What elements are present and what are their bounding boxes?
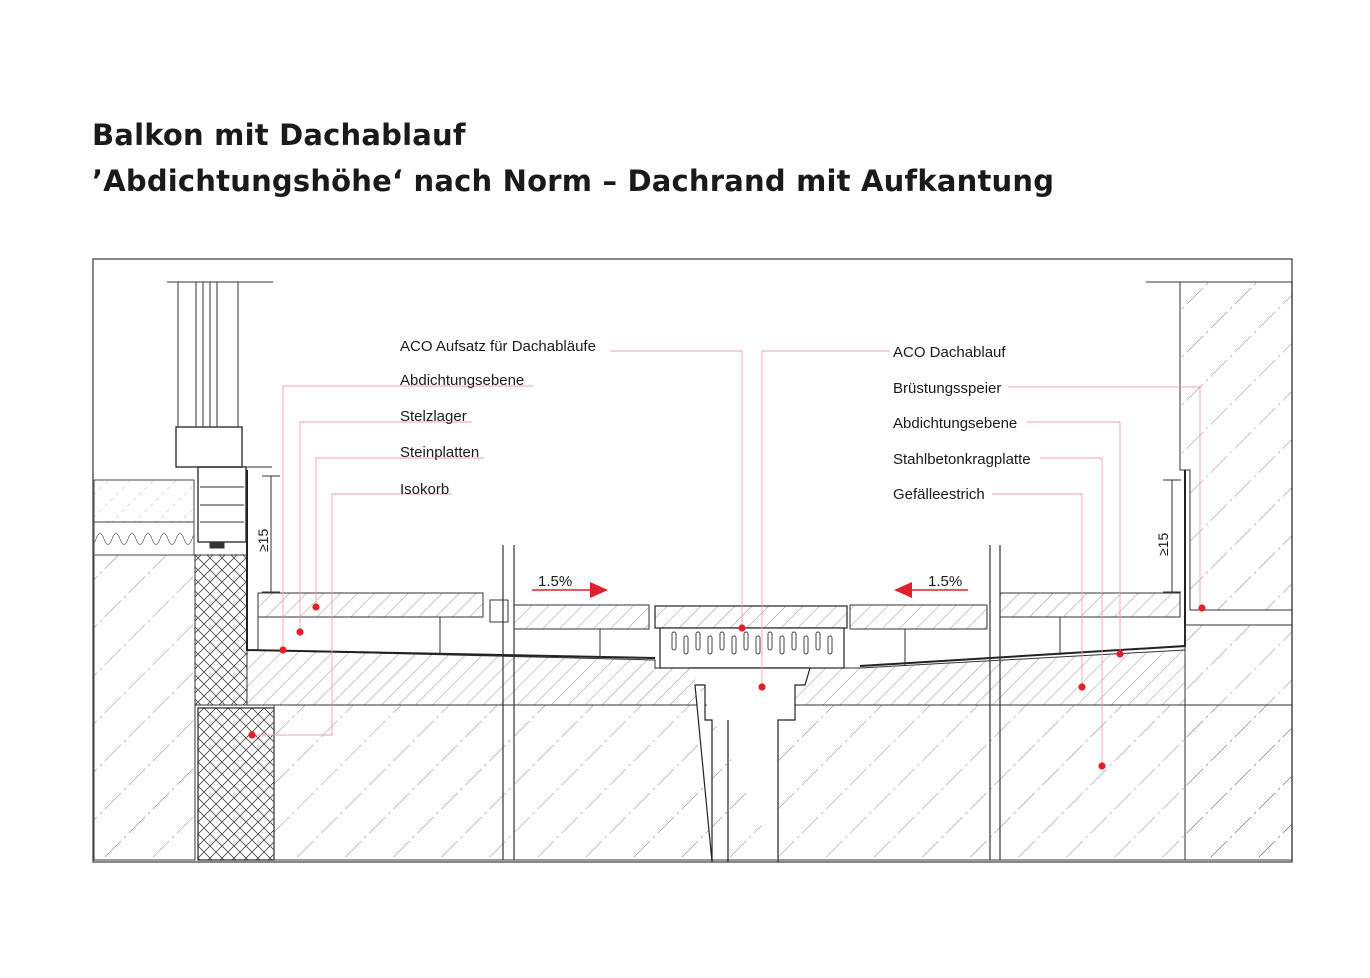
left-wall-column [195, 555, 247, 705]
slope-right-label: 1.5% [928, 573, 963, 590]
right-wall [1180, 282, 1292, 860]
label-isokorb: Isokorb [400, 481, 450, 498]
right-wall-upstand [1185, 625, 1292, 705]
label-bruestungsspeier: Brüstungsspeier [893, 380, 1002, 397]
slope-left-label: 1.5% [538, 573, 573, 590]
label-stelzlager: Stelzlager [400, 408, 467, 425]
left-floor-screed [94, 480, 194, 522]
dimension-left-value: ≥15 [255, 528, 271, 552]
label-gefaelleestrich: Gefälleestrich [893, 486, 985, 503]
left-wall [94, 555, 195, 860]
label-stahlbetonkragplatte: Stahlbetonkragplatte [893, 451, 1031, 468]
title-line-2: ’Abdichtungshöhe‘ nach Norm – Dachrand mit Aufkantung [92, 164, 1055, 198]
paving-slabs-left [258, 593, 649, 658]
isokorb-element [198, 708, 274, 860]
label-abdichtungsebene-right: Abdichtungsebene [893, 415, 1018, 432]
title-line-1: Balkon mit Dachablauf [92, 118, 466, 152]
label-abdichtungsebene-left: Abdichtungsebene [400, 372, 525, 389]
left-floor-insulation [94, 522, 194, 555]
dimension-right-value: ≥15 [1155, 532, 1171, 556]
label-aco-aufsatz: ACO Aufsatz für Dachabläufe [400, 338, 596, 355]
label-aco-dachablauf: ACO Dachablauf [893, 344, 1006, 361]
label-steinplatten: Steinplatten [400, 444, 480, 461]
